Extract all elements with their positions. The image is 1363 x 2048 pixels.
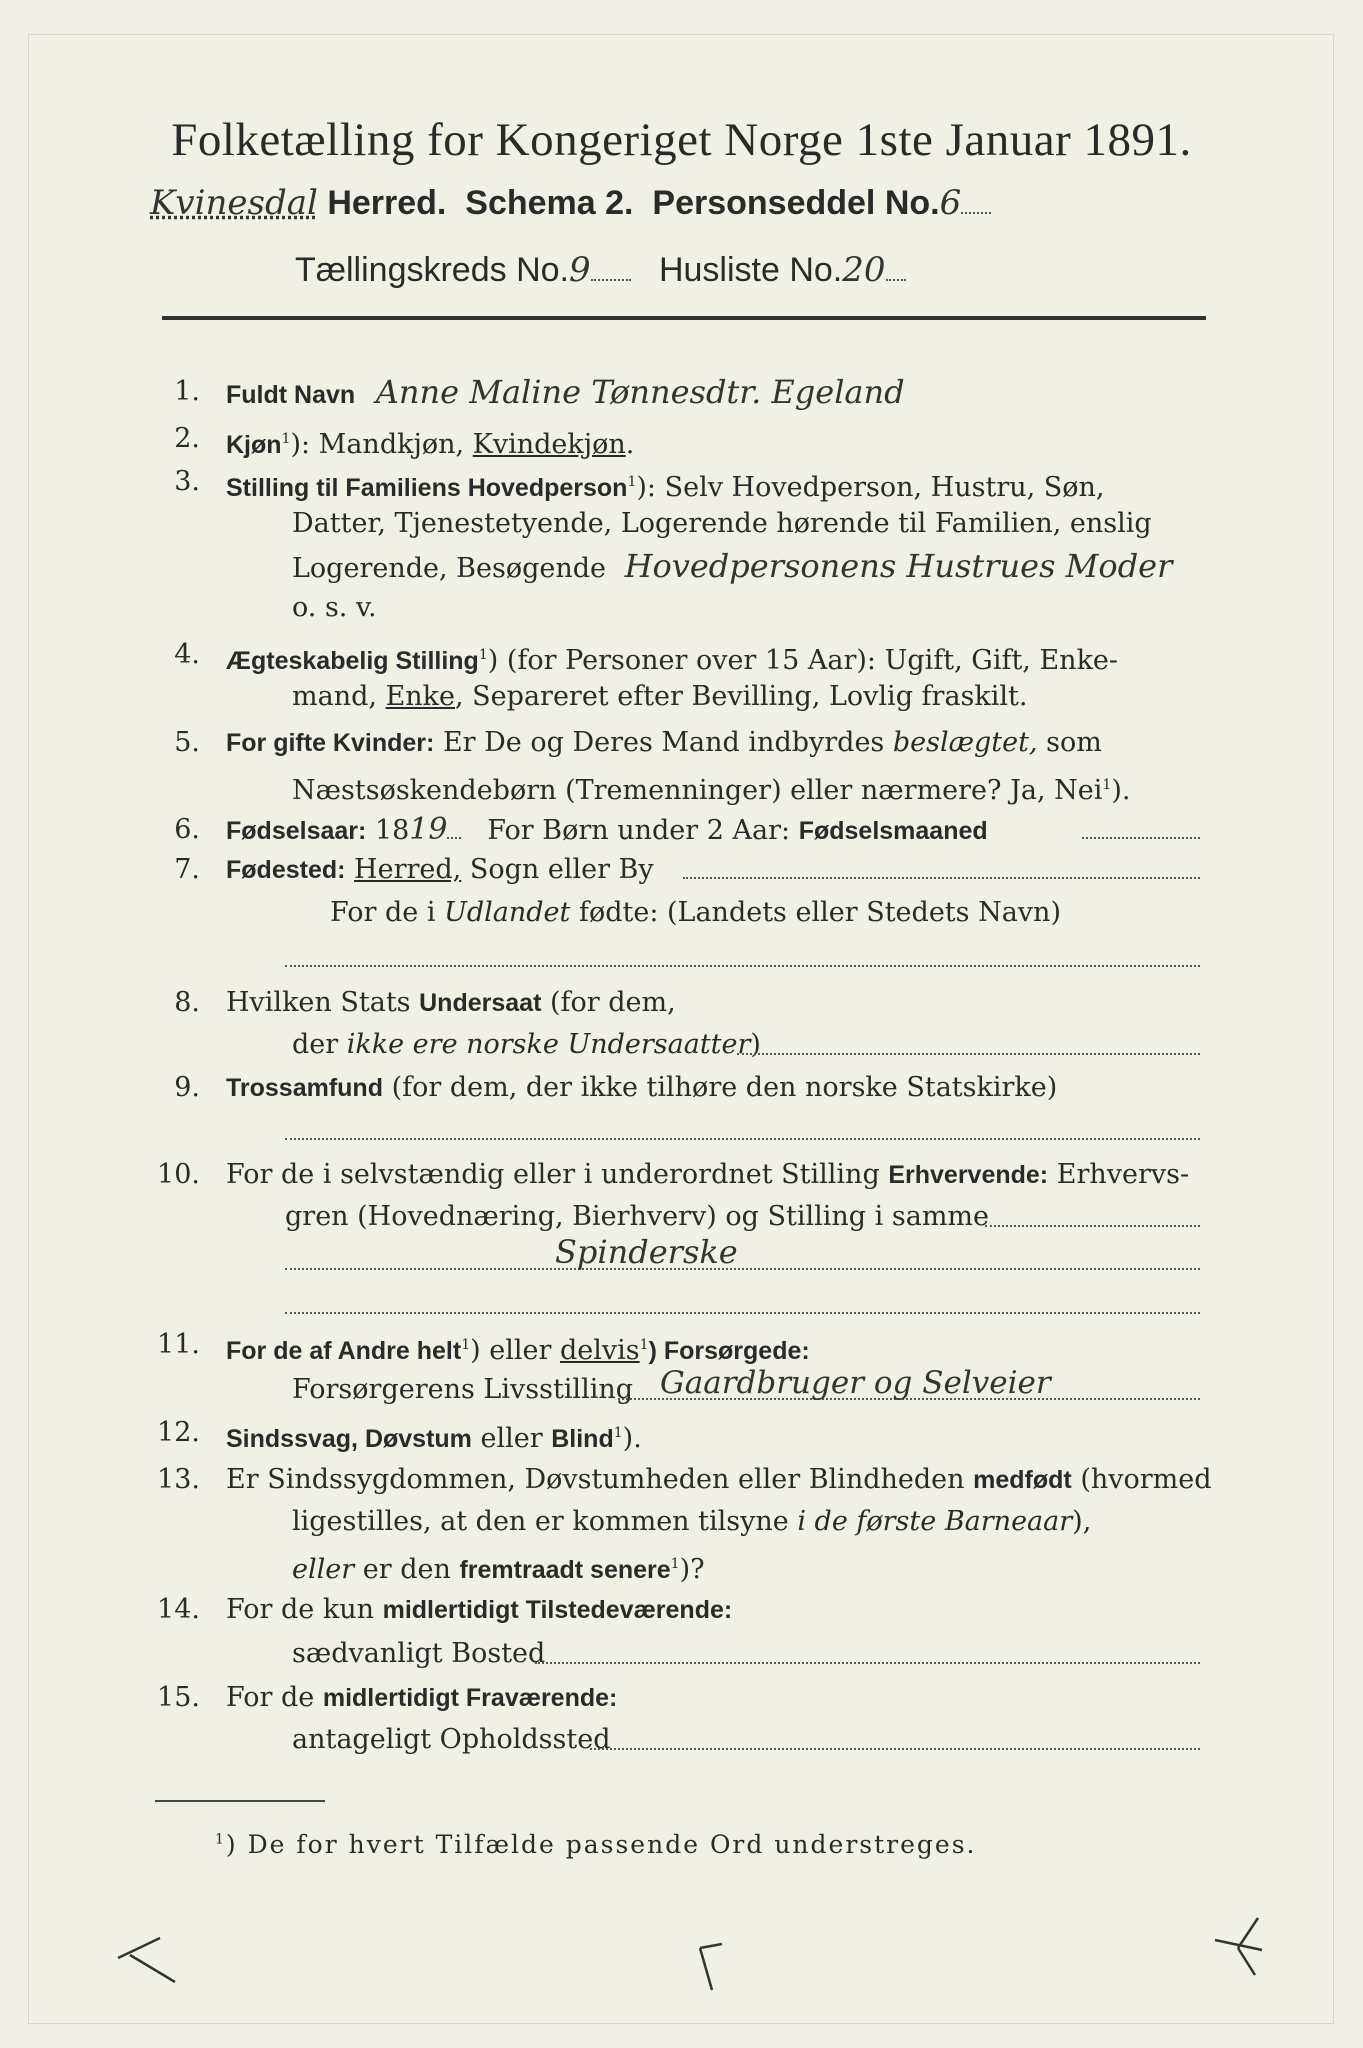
husliste-label: Husliste No. [658, 251, 843, 289]
sex-selected-female: Kvindekjøn [472, 429, 626, 460]
item-13-line-3: eller er den fremtraadt senere$^1$)? [292, 1554, 705, 1585]
personseddel-label: Personseddel No. [652, 184, 940, 222]
schema-label: Schema 2. [465, 184, 634, 222]
birthplace-selected-herred: Herred, [354, 854, 462, 885]
item-5-line-2: Næstsøskendebørn (Tremenninger) eller nærmere? Ja, Nei$^1$). [292, 775, 1131, 806]
herred-label: Herred. [327, 184, 447, 222]
item-11-line-2: Forsørgerens Livsstilling [292, 1374, 634, 1405]
item-3-line-4: o. s. v. [292, 592, 377, 623]
item-4-line-2: mand, Enke, Separeret efter Bevilling, Lovlig fraskilt. [292, 681, 1028, 712]
marital-selected-widow: Enke [385, 681, 456, 712]
registration-mark-left [118, 1938, 175, 1982]
kreds-label: Tællingskreds No. [295, 251, 569, 289]
family-position-label: Stilling til Familiens Hovedperson [226, 474, 628, 502]
item-10-line-2: gren (Hovednæring, Bierhverv) og Stilling i samme [285, 1201, 990, 1232]
item-14-line-2: sædvanligt Bosted [292, 1638, 546, 1669]
supporter-answer: Gaardbruger og Selveier [660, 1365, 1051, 1401]
item-15-line-2: antageligt Opholdssted [292, 1724, 611, 1755]
personseddel-number: 6 [939, 183, 962, 223]
item-3-line-2: Datter, Tjenestetyende, Logerende hørende til Familien, enslig [292, 508, 1152, 539]
item-3-line-3: Logerende, Besøgende Hovedpersonens Hustrues Moder [292, 547, 1173, 585]
full-name-label: Fuldt Navn [226, 381, 356, 409]
kreds-number: 9 [568, 250, 591, 290]
registration-mark-right [1215, 1918, 1262, 1975]
sex-label: Kjøn [226, 431, 282, 459]
item-7-line-2: For de i Udlandet fødte: (Landets eller Stedets Navn) [330, 897, 1061, 928]
husliste-number: 20 [842, 250, 886, 290]
herred-name: Kvinesdal [150, 183, 318, 223]
marital-status-label: Ægteskabelig Stilling [226, 647, 479, 675]
registration-mark-center [700, 1944, 722, 1990]
family-position-answer: Hovedpersonens Hustrues Moder [624, 547, 1173, 585]
item-13-line-2: ligestilles, at den er kommen tilsyne i de første Barneaar), [292, 1506, 1092, 1537]
full-name-answer: Anne Maline Tønnesdtr. Egeland [375, 373, 905, 411]
item-8-line-2: der ikke ere norske Undersaatter) [292, 1029, 761, 1060]
occupation-answer: Spinderske [555, 1233, 738, 1271]
footnote: $^1$) De for hvert Tilfælde passende Ord understreges. [215, 1830, 977, 1859]
form-title: Folketælling for Kongeriget Norge 1ste Januar 1891. [171, 114, 1192, 166]
birth-year-answer: 19 [409, 812, 448, 847]
birthplace-label: Fødested: [226, 856, 346, 884]
supported-selected-partly: delvis [560, 1335, 640, 1366]
birth-year-label: Fødselsaar: [226, 817, 367, 845]
